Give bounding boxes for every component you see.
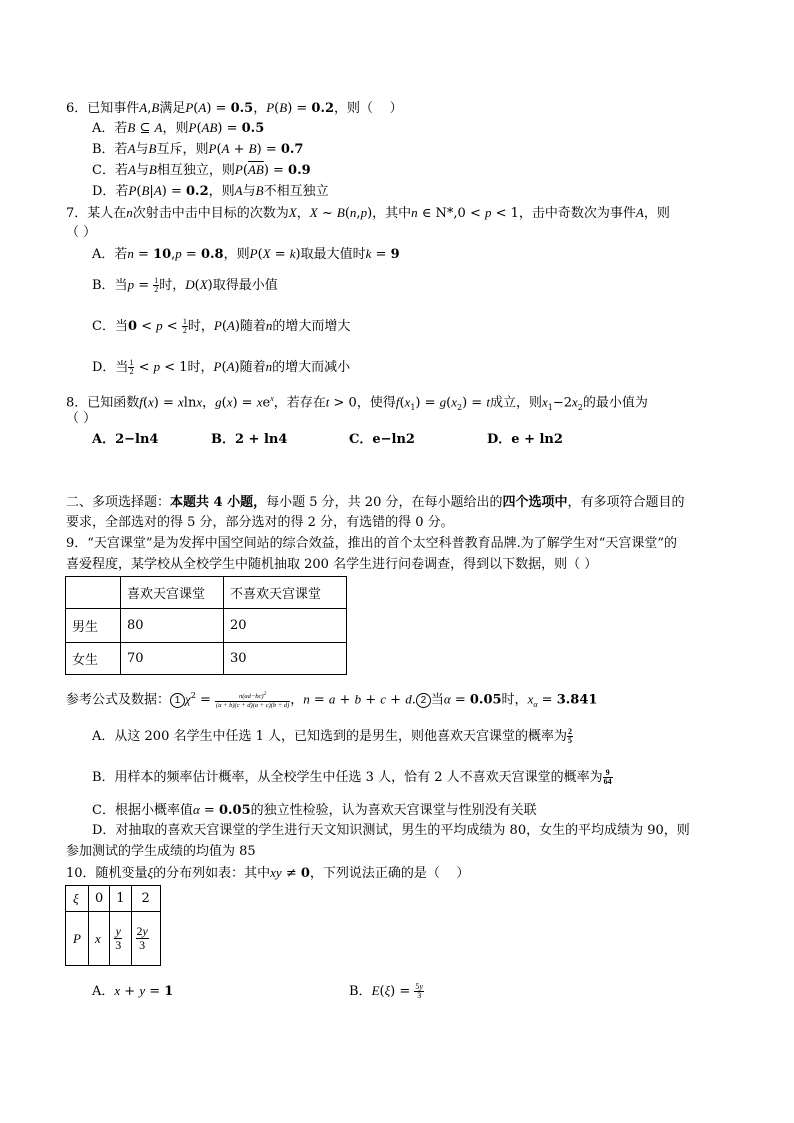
- q9-reference-formula: 参考公式及数据： 1 $\chi^2$ = $\frac{n(ad-bc)^2}{(a + b)(c + d)(a + c)(b + d)}$ ，n = a + b + c + d. 2 当α = 0.05时，$x_\alpha = 3.841$: [66, 690, 598, 709]
- q6-option-d: D．若P(B|A) = 0.2，则A与B不相互独立: [92, 183, 329, 199]
- q9-stem-line1: 9．“天宫课堂”是为发挥中国空间站的综合效益，推出的首个太空科普教育品牌.为了解学生对“天宫课堂”的: [66, 536, 677, 551]
- q9-option-b: B．用样本的频率估计概率，从全校学生中任选 3 人，恰有 2 人不喜欢天宫课堂的概率为 $\frac{9}{64}$: [92, 768, 612, 786]
- q6-stem: 6．已知事件A,B满足P(A) = 0.5，P(B) = 0.2，则（ ）: [66, 100, 403, 116]
- q10-distribution-table: [65, 885, 161, 966]
- table-cell: 30: [224, 643, 347, 675]
- q8-option-d: D．e + ln2: [487, 432, 563, 447]
- q9-option-a: A．从这 200 名学生中任选 1 人，已知选到的是男生，则他喜欢天宫课堂的概率为 $\frac{2}{5}$: [92, 727, 573, 745]
- q7-stem: 7．某人在n次射击中击中目标的次数为X，X ~ B(n,p)，其中n ∈ N*,0 < p < 1，击中奇数次为事件A，则: [66, 205, 670, 221]
- q8-option-a: A．2−ln4: [92, 432, 159, 447]
- table-header-empty: [66, 577, 121, 609]
- section2-line1: 二、多项选择题：本题共 4 小题，每小题 5 分，共 20 分，在每小题给出的四个选项中，有多项符合题目的: [66, 495, 685, 510]
- q7-option-d: D．当 $\frac{1}{2}$ < p < 1时，P(A)随着n的增大而减小: [92, 358, 351, 376]
- table-cell: $\frac{y}{3}$: [110, 912, 131, 966]
- q10-option-a: A．x + y = 1: [92, 983, 174, 999]
- q9-stem-line2: 喜爱程度，某学校从全校学生中随机抽取 200 名学生进行问卷调查，得到以下数据，则（ ）: [66, 557, 598, 572]
- table-cell: 1: [110, 886, 131, 912]
- q8-option-b: B．2 + ln4: [211, 432, 288, 447]
- table-cell: 70: [121, 643, 224, 675]
- q6-option-a: A．若B ⊆ A，则P(AB) = 0.5: [92, 120, 265, 136]
- table-cell: P: [66, 912, 89, 966]
- q9-survey-table: [65, 576, 347, 675]
- q9-option-d-line1: D．对抽取的喜欢天宫课堂的学生进行天文知识测试，男生的平均成绩为 80，女生的平均成绩为 90，则: [92, 823, 690, 838]
- q8-stem: 8．已知函数f(x) = xlnx，$g(x) = xe^x$，若存在t > 0，使得$f(x_1) = g(x_2) = t$成立，则$x_1-2x_2$的最小值为: [66, 394, 648, 412]
- q7-option-a: A．若n = 10,p = 0.8，则P(X = k)取最大值时k = 9: [92, 246, 400, 262]
- table-header-dislike: 不喜欢天宫课堂: [224, 577, 347, 609]
- q7-option-c: C．当0 < p < $\frac{1}{2}$ 时，P(A)随着n的增大而增大: [92, 317, 351, 335]
- table-row-label: 男生: [66, 609, 121, 643]
- q7-stem-paren: （ ）: [66, 225, 97, 240]
- q8-stem-paren: （ ）: [66, 411, 97, 426]
- table-row-label: 女生: [66, 643, 121, 675]
- table-cell: 20: [224, 609, 347, 643]
- q6-option-b: B．若A与B互斥，则P(A + B) = 0.7: [92, 141, 304, 157]
- q8-option-c: C．e−ln2: [349, 432, 415, 447]
- table-cell: 0: [88, 886, 109, 912]
- table-cell: 2: [131, 886, 160, 912]
- q9-option-c: C．根据小概率值α = 0.05的独立性检验，认为喜欢天宫课堂与性别没有关联: [92, 802, 537, 818]
- table-cell: $\frac{2y}{3}$: [131, 912, 160, 966]
- q6-option-c: C．若A与B相互独立，则$P(\overline{AB}) = 0.9$: [92, 162, 311, 178]
- q10-stem: 10．随机变量ξ的分布列如表：其中xy ≠ 0，下列说法正确的是（ ）: [66, 865, 470, 881]
- q9-option-d-line2: 参加测试的学生成绩的均值为 85: [66, 844, 256, 859]
- table-cell: 80: [121, 609, 224, 643]
- table-header-like: 喜欢天宫课堂: [121, 577, 224, 609]
- table-cell: ξ: [66, 886, 89, 912]
- q7-option-b: B．当p = $\frac{1}{2}$ 时，D(X)取得最小值: [92, 276, 278, 294]
- q10-option-b: B．E(ξ) = $\frac{5y}{3}$: [349, 982, 423, 1000]
- table-cell: x: [88, 912, 109, 966]
- section2-line2: 要求，全部选对的得 5 分，部分选对的得 2 分，有选错的得 0 分。: [66, 515, 454, 530]
